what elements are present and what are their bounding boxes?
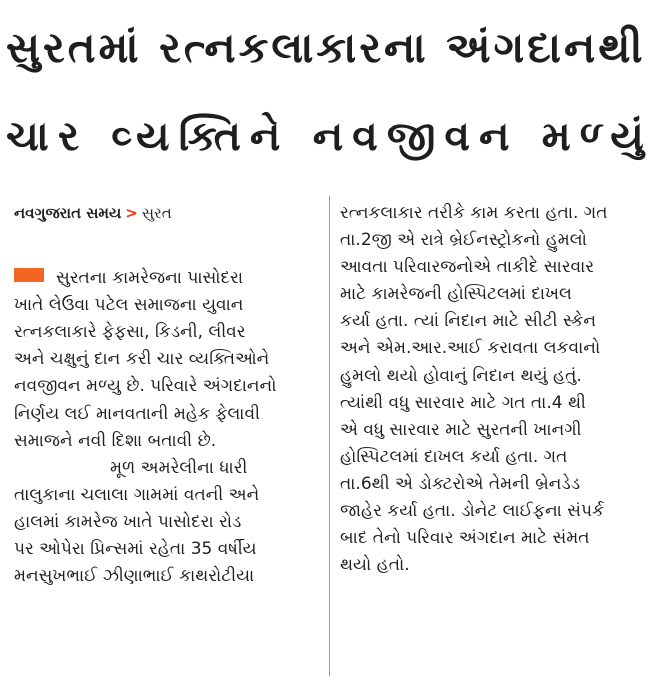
body-line: ખાતે લેઉવા પટેલ સમાજના યુવાન xyxy=(14,295,244,316)
body-line: માટે કામરેજની હોસ્પિટલમાં દાખલ xyxy=(340,284,572,305)
body-line: ત્યાંથી વધુ સારવાર માટે ગત તા.4 થી xyxy=(340,392,586,413)
body-line: તાલુકાના ચલાલા ગામમાં વતની અને xyxy=(14,484,260,505)
body-line: નિર્ણય લઈ માનવતાની મહેક ફેલાવી xyxy=(14,403,260,424)
body-line: નવજીવન મળ્યુ છે. પરિવારે અંગદાનનો xyxy=(14,376,277,397)
body-line: એ વધુ સારવાર માટે સુરતની ખાનગી xyxy=(340,419,582,440)
body-line: તા.6થી એ ડોક્ટરોએ તેમની બ્રેનડેડ xyxy=(340,473,581,494)
body-line: અને ચક્ષુનું દાન કરી ચાર વ્યક્તિઓને xyxy=(14,349,270,370)
byline-separator: > xyxy=(125,204,138,222)
byline-source: નવગુજરાત સમય xyxy=(14,204,122,222)
body-line xyxy=(14,265,320,292)
byline xyxy=(14,200,320,227)
body-line: હુમલો થયો હોવાનું નિદાન થયું હતું. xyxy=(340,365,582,386)
body-line: મનસુખભાઈ ઝીણાભાઈ કાથરોટીયા xyxy=(14,566,255,587)
body-line: સમાજને નવી દિશા બતાવી છે. xyxy=(14,430,217,451)
body-line: બાદ તેનો પરિવાર અંગદાન માટે સંમત xyxy=(340,528,590,549)
body-line: તા.2જી એ રાત્રે બ્રેઈનસ્ટ્રોકનો હુમલો xyxy=(340,230,587,251)
body-line: હોસ્પિટલમાં દાખલ કર્યા હતા. ગત xyxy=(340,446,568,467)
article-column-right xyxy=(340,200,656,579)
article-column-left xyxy=(14,200,320,590)
body-line: કર્યા હતા. ત્યાં નિદાન માટે સીટી સ્કેન xyxy=(340,311,597,332)
body-line: જાહેર કર્યા હતા. ડોનેટ લાઈફના સંપર્ક xyxy=(340,501,604,522)
byline-city: સુરત xyxy=(141,204,172,222)
headline-line-2: ચાર વ્યક્તિને નવજીવન મળ્યું xyxy=(6,112,653,160)
headline-line-1: સુરતમાં રત્નકલાકારના અંગદાનથી xyxy=(6,23,646,72)
paragraph-bullet-icon xyxy=(14,268,44,282)
body-line: અને એમ.આર.આઈ કરાવતા લકવાનો xyxy=(340,338,601,359)
body-line: રત્નકલાકારે ફેફસા, કિડની, લીવર xyxy=(14,322,246,343)
body-line: રત્નકલાકાર તરીકે કામ કરતા હતા. ગત xyxy=(340,203,608,223)
body-line: મૂળ અમરેલીના ધારી xyxy=(110,457,248,478)
body-line: હાલમાં કામરેજ ખાતે પાસોદરા રોડ xyxy=(14,511,242,532)
body-line: આવતા પરિવારજનોએ તાકીદે સારવાર xyxy=(340,257,595,278)
body-line: પર ઓપેરા પ્રિન્સમાં રહેતા 35 વર્ષીય xyxy=(14,539,257,560)
body-line-text: સુરતના કામરેજના પાસોદરા xyxy=(56,268,244,289)
column-divider xyxy=(329,196,330,676)
body-line: થયો હતો. xyxy=(340,555,410,576)
